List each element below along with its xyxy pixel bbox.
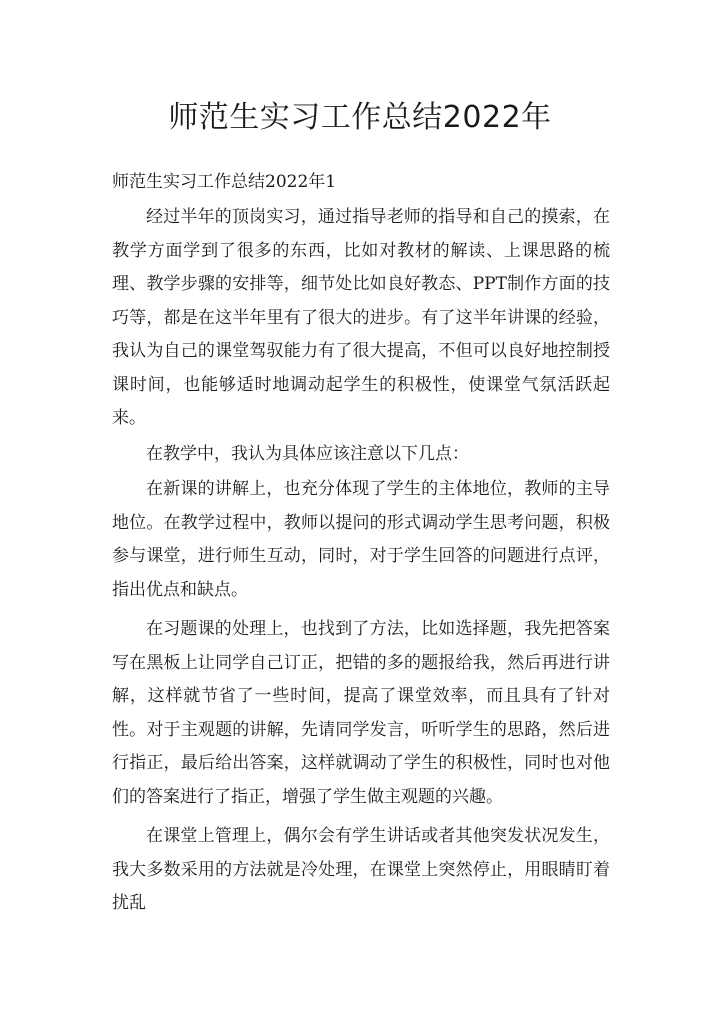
document-body <box>112 201 610 923</box>
paragraph-1: 经过半年的顶岗实习，通过指导老师的指导和自己的摸索，在教学方面学到了很多的东西，比如对教材的解读、上课思路的梳理、教学步骤的安排等，细节处比如良好教态、PPT制作方面的技巧等，都是在这半年里有了很大的进步。有了这半年讲课的经验，我认为自己的课堂驾驭能力有了很大提高，不但可以良好地控制授课时间，也能够适时地调动起学生的积极性，使课堂气氛活跃起来。 <box>112 207 610 428</box>
document-subtitle: 师范生实习工作总结2022年1 <box>112 172 337 192</box>
paragraph-4: 在习题课的处理上，也找到了方法，比如选择题，我先把答案写在黑板上让同学自己订正，把错的多的题报给我，然后再进行讲解，这样就节省了一些时间，提高了课堂效率，而且具有了针对性。对于主观题的讲解，先请同学发言，听听学生的思路，然后进行指正，最后给出答案，这样就调动了学生的积极性，同时也对他们的答案进行了指正，增强了学生做主观题的兴趣。 <box>112 619 610 807</box>
paragraph-5: 在课堂上管理上，偶尔会有学生讲话或者其他突发状况发生，我大多数采用的方法就是冷处理，在课堂上突然停止，用眼睛盯着扰乱 <box>112 826 610 913</box>
paragraph-3: 在新课的讲解上，也充分体现了学生的主体地位，教师的主导地位。在教学过程中，教师以提问的形式调动学生思考问题，积极参与课堂，进行师生互动，同时，对于学生回答的问题进行点评，指出优点和缺点。 <box>112 479 610 600</box>
document-title: 师范生实习工作总结2022年 <box>168 100 552 135</box>
paragraph-2: 在教学中，我认为具体应该注意以下几点： <box>146 443 469 464</box>
